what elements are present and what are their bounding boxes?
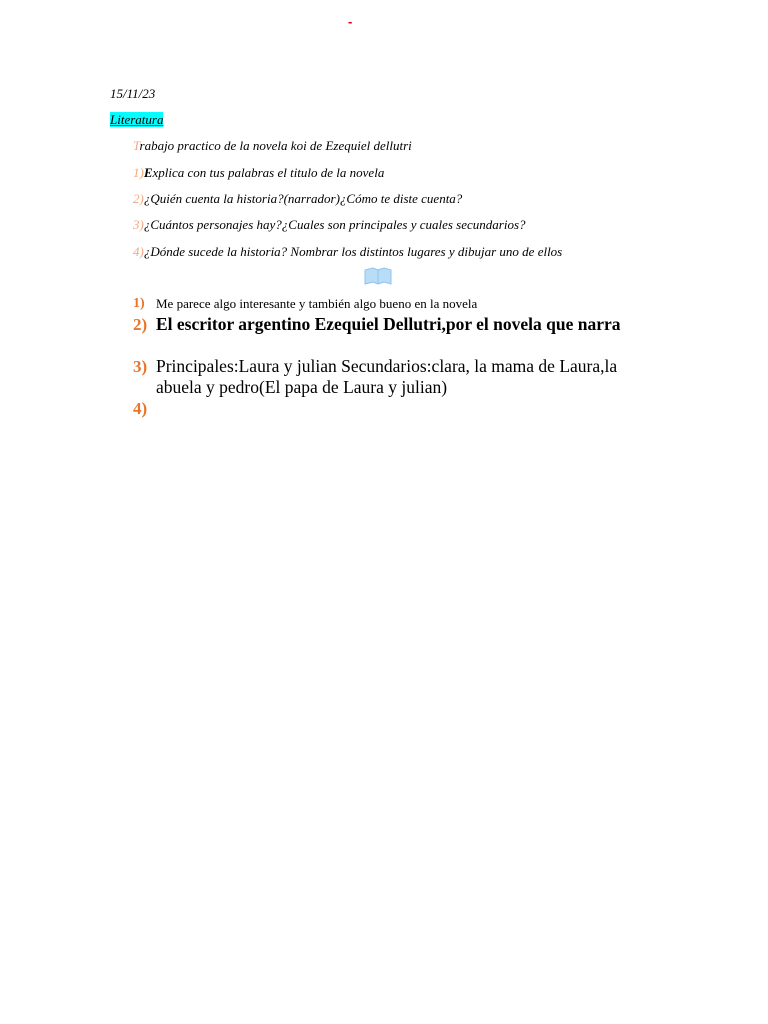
answer-3-text: Principales:Laura y julian Secundarios:clara, la mama de Laura,la abuela y pedro(El papa de Laura y julian) bbox=[156, 356, 618, 397]
date: 15/11/23 bbox=[110, 86, 156, 101]
question-3-text: ¿Cuántos personajes hay?¿Cuales son principales y cuales secundarios? bbox=[143, 217, 526, 232]
question-2-number: 2) bbox=[133, 191, 144, 206]
answer-1-text: Me parece algo interesante y también algo bueno en la novela bbox=[156, 296, 478, 311]
answer-2-number: 2) bbox=[133, 315, 148, 334]
question-3-number: 3) bbox=[133, 217, 144, 232]
question-2-text: ¿Quién cuenta la historia?(narrador)¿Cómo te diste cuenta? bbox=[143, 191, 463, 206]
question-4-text: ¿Dónde sucede la historia? Nombrar los distintos lugares y dibujar uno de ellos bbox=[143, 244, 563, 259]
title-text: rabajo practico de la novela koi de Ezequiel dellutri bbox=[139, 138, 412, 153]
answer-4-number: 4) bbox=[133, 399, 148, 418]
question-1-initial: E bbox=[143, 165, 153, 180]
question-1 bbox=[133, 165, 384, 181]
title-initial: T bbox=[133, 138, 140, 153]
question-4-number: 4) bbox=[133, 244, 144, 259]
image-placeholder-svg bbox=[364, 267, 392, 285]
image-placeholder-icon[interactable] bbox=[364, 267, 392, 285]
answer-1-number: 1) bbox=[133, 296, 145, 311]
subject-heading bbox=[110, 112, 163, 128]
assignment-title bbox=[133, 138, 412, 154]
answer-2-text: El escritor argentino Ezequiel Dellutri,por el novela que narra bbox=[156, 314, 621, 334]
subject-label: Literatura bbox=[110, 112, 164, 127]
question-4 bbox=[133, 244, 562, 260]
question-3 bbox=[133, 217, 526, 233]
question-2 bbox=[133, 191, 462, 207]
answer-3-number: 3) bbox=[133, 357, 148, 376]
question-1-number: 1) bbox=[133, 165, 144, 180]
question-1-text: xplica con tus palabras el titulo de la novela bbox=[152, 165, 385, 180]
header-mark: - bbox=[348, 14, 353, 29]
